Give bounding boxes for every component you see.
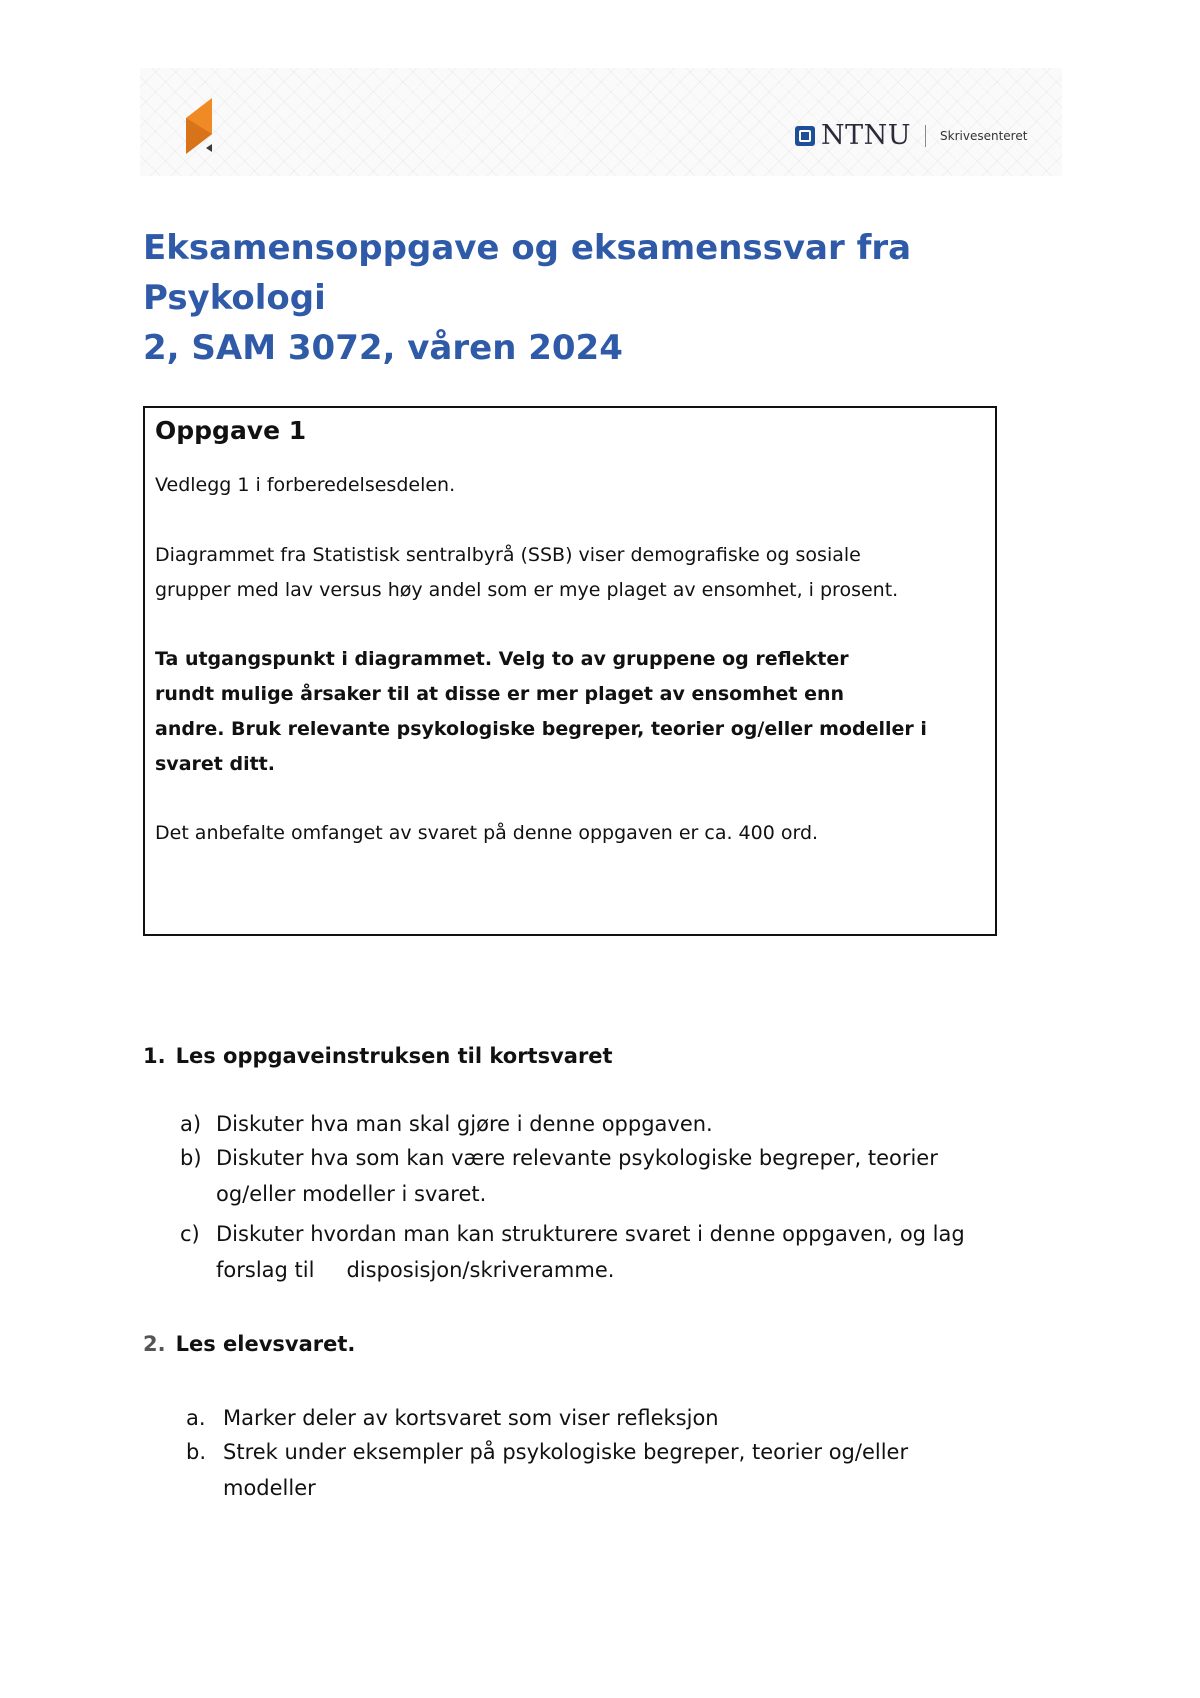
section-heading-1	[143, 1044, 613, 1068]
item-text: disposisjon/skriveramme.	[346, 1258, 615, 1282]
list-item	[180, 1106, 1056, 1142]
title-line: 2, SAM 3072, våren 2024	[143, 328, 623, 368]
item-text: Diskuter hvordan man kan strukturere svaret i denne oppgaven, og lag	[216, 1222, 965, 1246]
section-title: Les elevsvaret.	[175, 1332, 356, 1356]
section-title: Les oppgaveinstruksen til kortsvaret	[175, 1044, 613, 1068]
attachment-text: Vedlegg 1 i forberedelsesdelen.	[155, 474, 456, 496]
item-text: Diskuter hva som kan være relevante psykologiske begreper, teorier	[216, 1146, 938, 1170]
page-title	[143, 223, 1073, 373]
list-item	[186, 1400, 1063, 1436]
list-item	[180, 1216, 1056, 1288]
ntnu-wordmark: NTNU	[821, 120, 912, 151]
item-marker: a)	[180, 1112, 202, 1136]
ntnu-logo	[795, 122, 1027, 149]
item-text: Marker deler av kortsvaret som viser refleksjon	[223, 1406, 719, 1430]
description-line: Diagrammet fra Statistisk sentralbyrå (SSB) viser demografiske og sosiale	[155, 544, 861, 566]
section-heading-2	[143, 1332, 355, 1356]
item-text: Diskuter hva man skal gjøre i denne oppgaven.	[216, 1112, 713, 1136]
item-marker: b)	[180, 1146, 202, 1170]
task-heading: Oppgave 1	[155, 416, 307, 445]
item-marker: a.	[186, 1406, 206, 1430]
task-instruction	[155, 642, 985, 782]
instruction-line: svaret ditt.	[155, 753, 275, 775]
list-item	[186, 1434, 1063, 1506]
item-text: og/eller modeller i svaret.	[216, 1182, 487, 1206]
title-line: Eksamensoppgave og eksamenssvar fra Psykologi	[143, 228, 912, 318]
recommendation-text: Det anbefalte omfanget av svaret på denne oppgaven er ca. 400 ord.	[155, 822, 819, 844]
list-item	[180, 1140, 1056, 1212]
description-line: grupper med lav versus høy andel som er mye plaget av ensomhet, i prosent.	[155, 579, 899, 601]
item-marker: c)	[180, 1222, 200, 1246]
instruction-line: Ta utgangspunkt i diagrammet. Velg to av gruppene og reflekter	[155, 648, 849, 670]
item-text: forslag til	[216, 1258, 315, 1282]
item-text: Strek under eksempler på psykologiske begreper, teorier og/eller	[223, 1440, 909, 1464]
logo-divider	[925, 125, 926, 147]
logo-subtitle: Skrivesenteret	[940, 128, 1028, 143]
instruction-line: rundt mulige årsaker til at disse er mer plaget av ensomhet enn	[155, 683, 845, 705]
ntnu-square-icon	[795, 126, 815, 146]
item-text: modeller	[223, 1476, 316, 1500]
section-number: 1.	[143, 1044, 166, 1068]
brand-mark-icon	[186, 96, 214, 154]
instruction-line: andre. Bruk relevante psykologiske begreper, teorier og/eller modeller i	[155, 718, 927, 740]
task-description	[155, 538, 985, 608]
section-number: 2.	[143, 1332, 166, 1356]
item-marker: b.	[186, 1440, 207, 1464]
task-box	[143, 406, 997, 936]
